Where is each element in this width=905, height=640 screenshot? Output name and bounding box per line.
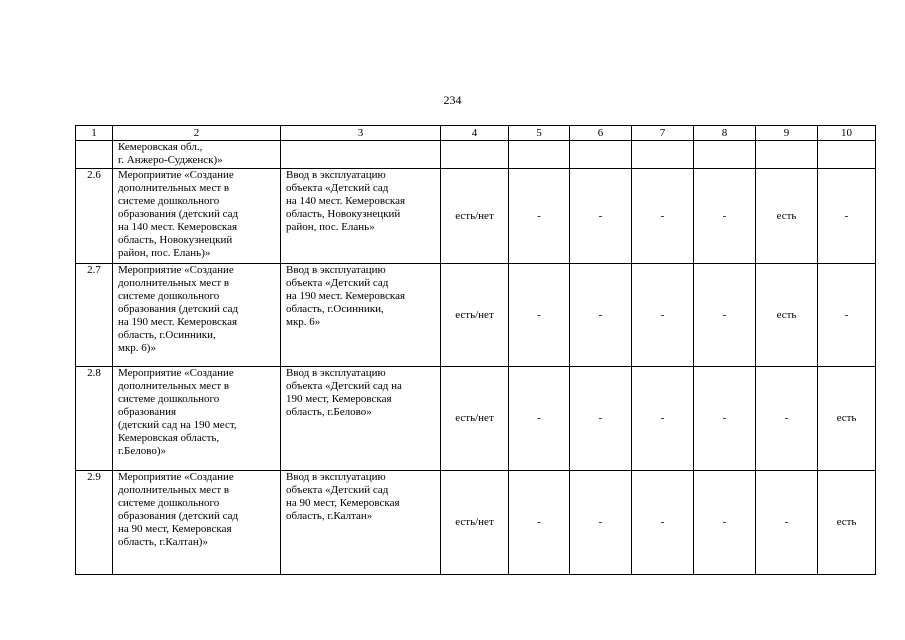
result-cell (281, 141, 441, 169)
event-cell: Мероприятие «Создание дополнительных мест в системе дошкольного образования (детский сад на 140 мест. Кемеровская область, Новокузнецкий район, пос. Елань)» (113, 169, 281, 264)
unit-cell: есть/нет (441, 169, 509, 264)
table-row (76, 264, 876, 367)
unit-cell: есть/нет (441, 367, 509, 471)
value-cell: - (694, 169, 756, 264)
value-cell: - (570, 471, 632, 575)
value-cell: - (509, 264, 570, 367)
row-number-cell (76, 141, 113, 169)
value-cell: - (694, 471, 756, 575)
event-cell: Кемеровская обл., г. Анжеро-Судженск)» (113, 141, 281, 169)
value-cell (632, 141, 694, 169)
value-cell (694, 141, 756, 169)
value-cell: - (694, 264, 756, 367)
value-cell (818, 141, 876, 169)
value-cell: - (632, 471, 694, 575)
value-cell: - (694, 367, 756, 471)
value-cell: есть (756, 169, 818, 264)
event-cell: Мероприятие «Создание дополнительных мест в системе дошкольного образования (детский сад на 90 мест, Кемеровская область, г.Калтан)» (113, 471, 281, 575)
event-cell: Мероприятие «Создание дополнительных мест в системе дошкольного образования (детский сад на 190 мест. Кемеровская область, г.Осинники, мкр. 6)» (113, 264, 281, 367)
page-number: 234 (443, 93, 462, 107)
value-cell: - (756, 367, 818, 471)
result-cell: Ввод в эксплуатацию объекта «Детский сад на 190 мест, Кемеровская область, г.Белово» (281, 367, 441, 471)
unit-cell: есть/нет (441, 471, 509, 575)
program-measures-table (75, 125, 876, 575)
column-header: 9 (756, 126, 818, 141)
value-cell (756, 141, 818, 169)
event-cell: Мероприятие «Создание дополнительных мест в системе дошкольного образования (детский сад на 190 мест, Кемеровская область, г.Белово)» (113, 367, 281, 471)
value-cell: - (570, 169, 632, 264)
row-number-cell: 2.6 (76, 169, 113, 264)
continuation-row (76, 141, 876, 169)
value-cell: - (509, 367, 570, 471)
value-cell: - (818, 169, 876, 264)
table-row (76, 169, 876, 264)
column-header: 2 (113, 126, 281, 141)
column-header: 3 (281, 126, 441, 141)
value-cell: - (756, 471, 818, 575)
column-header: 6 (570, 126, 632, 141)
table-row (76, 471, 876, 575)
value-cell: есть (756, 264, 818, 367)
value-cell: - (818, 264, 876, 367)
value-cell: - (509, 169, 570, 264)
value-cell: - (632, 264, 694, 367)
column-header: 5 (509, 126, 570, 141)
row-number-cell: 2.8 (76, 367, 113, 471)
value-cell: - (509, 471, 570, 575)
value-cell (509, 141, 570, 169)
column-number-row (76, 126, 876, 141)
result-cell: Ввод в эксплуатацию объекта «Детский сад на 140 мест. Кемеровская область, Новокузнецкий район, пос. Елань» (281, 169, 441, 264)
column-header: 8 (694, 126, 756, 141)
row-number-cell: 2.9 (76, 471, 113, 575)
table-row (76, 367, 876, 471)
value-cell: есть (818, 367, 876, 471)
value-cell: есть (818, 471, 876, 575)
result-cell: Ввод в эксплуатацию объекта «Детский сад на 190 мест. Кемеровская область, г.Осинники, мкр. 6» (281, 264, 441, 367)
column-header: 1 (76, 126, 113, 141)
column-header: 4 (441, 126, 509, 141)
value-cell: - (632, 367, 694, 471)
column-header: 10 (818, 126, 876, 141)
result-cell: Ввод в эксплуатацию объекта «Детский сад на 90 мест, Кемеровская область, г.Калтан» (281, 471, 441, 575)
value-cell (570, 141, 632, 169)
unit-cell: есть/нет (441, 264, 509, 367)
row-number-cell: 2.7 (76, 264, 113, 367)
value-cell: - (570, 264, 632, 367)
unit-cell (441, 141, 509, 169)
value-cell: - (570, 367, 632, 471)
value-cell: - (632, 169, 694, 264)
column-header: 7 (632, 126, 694, 141)
